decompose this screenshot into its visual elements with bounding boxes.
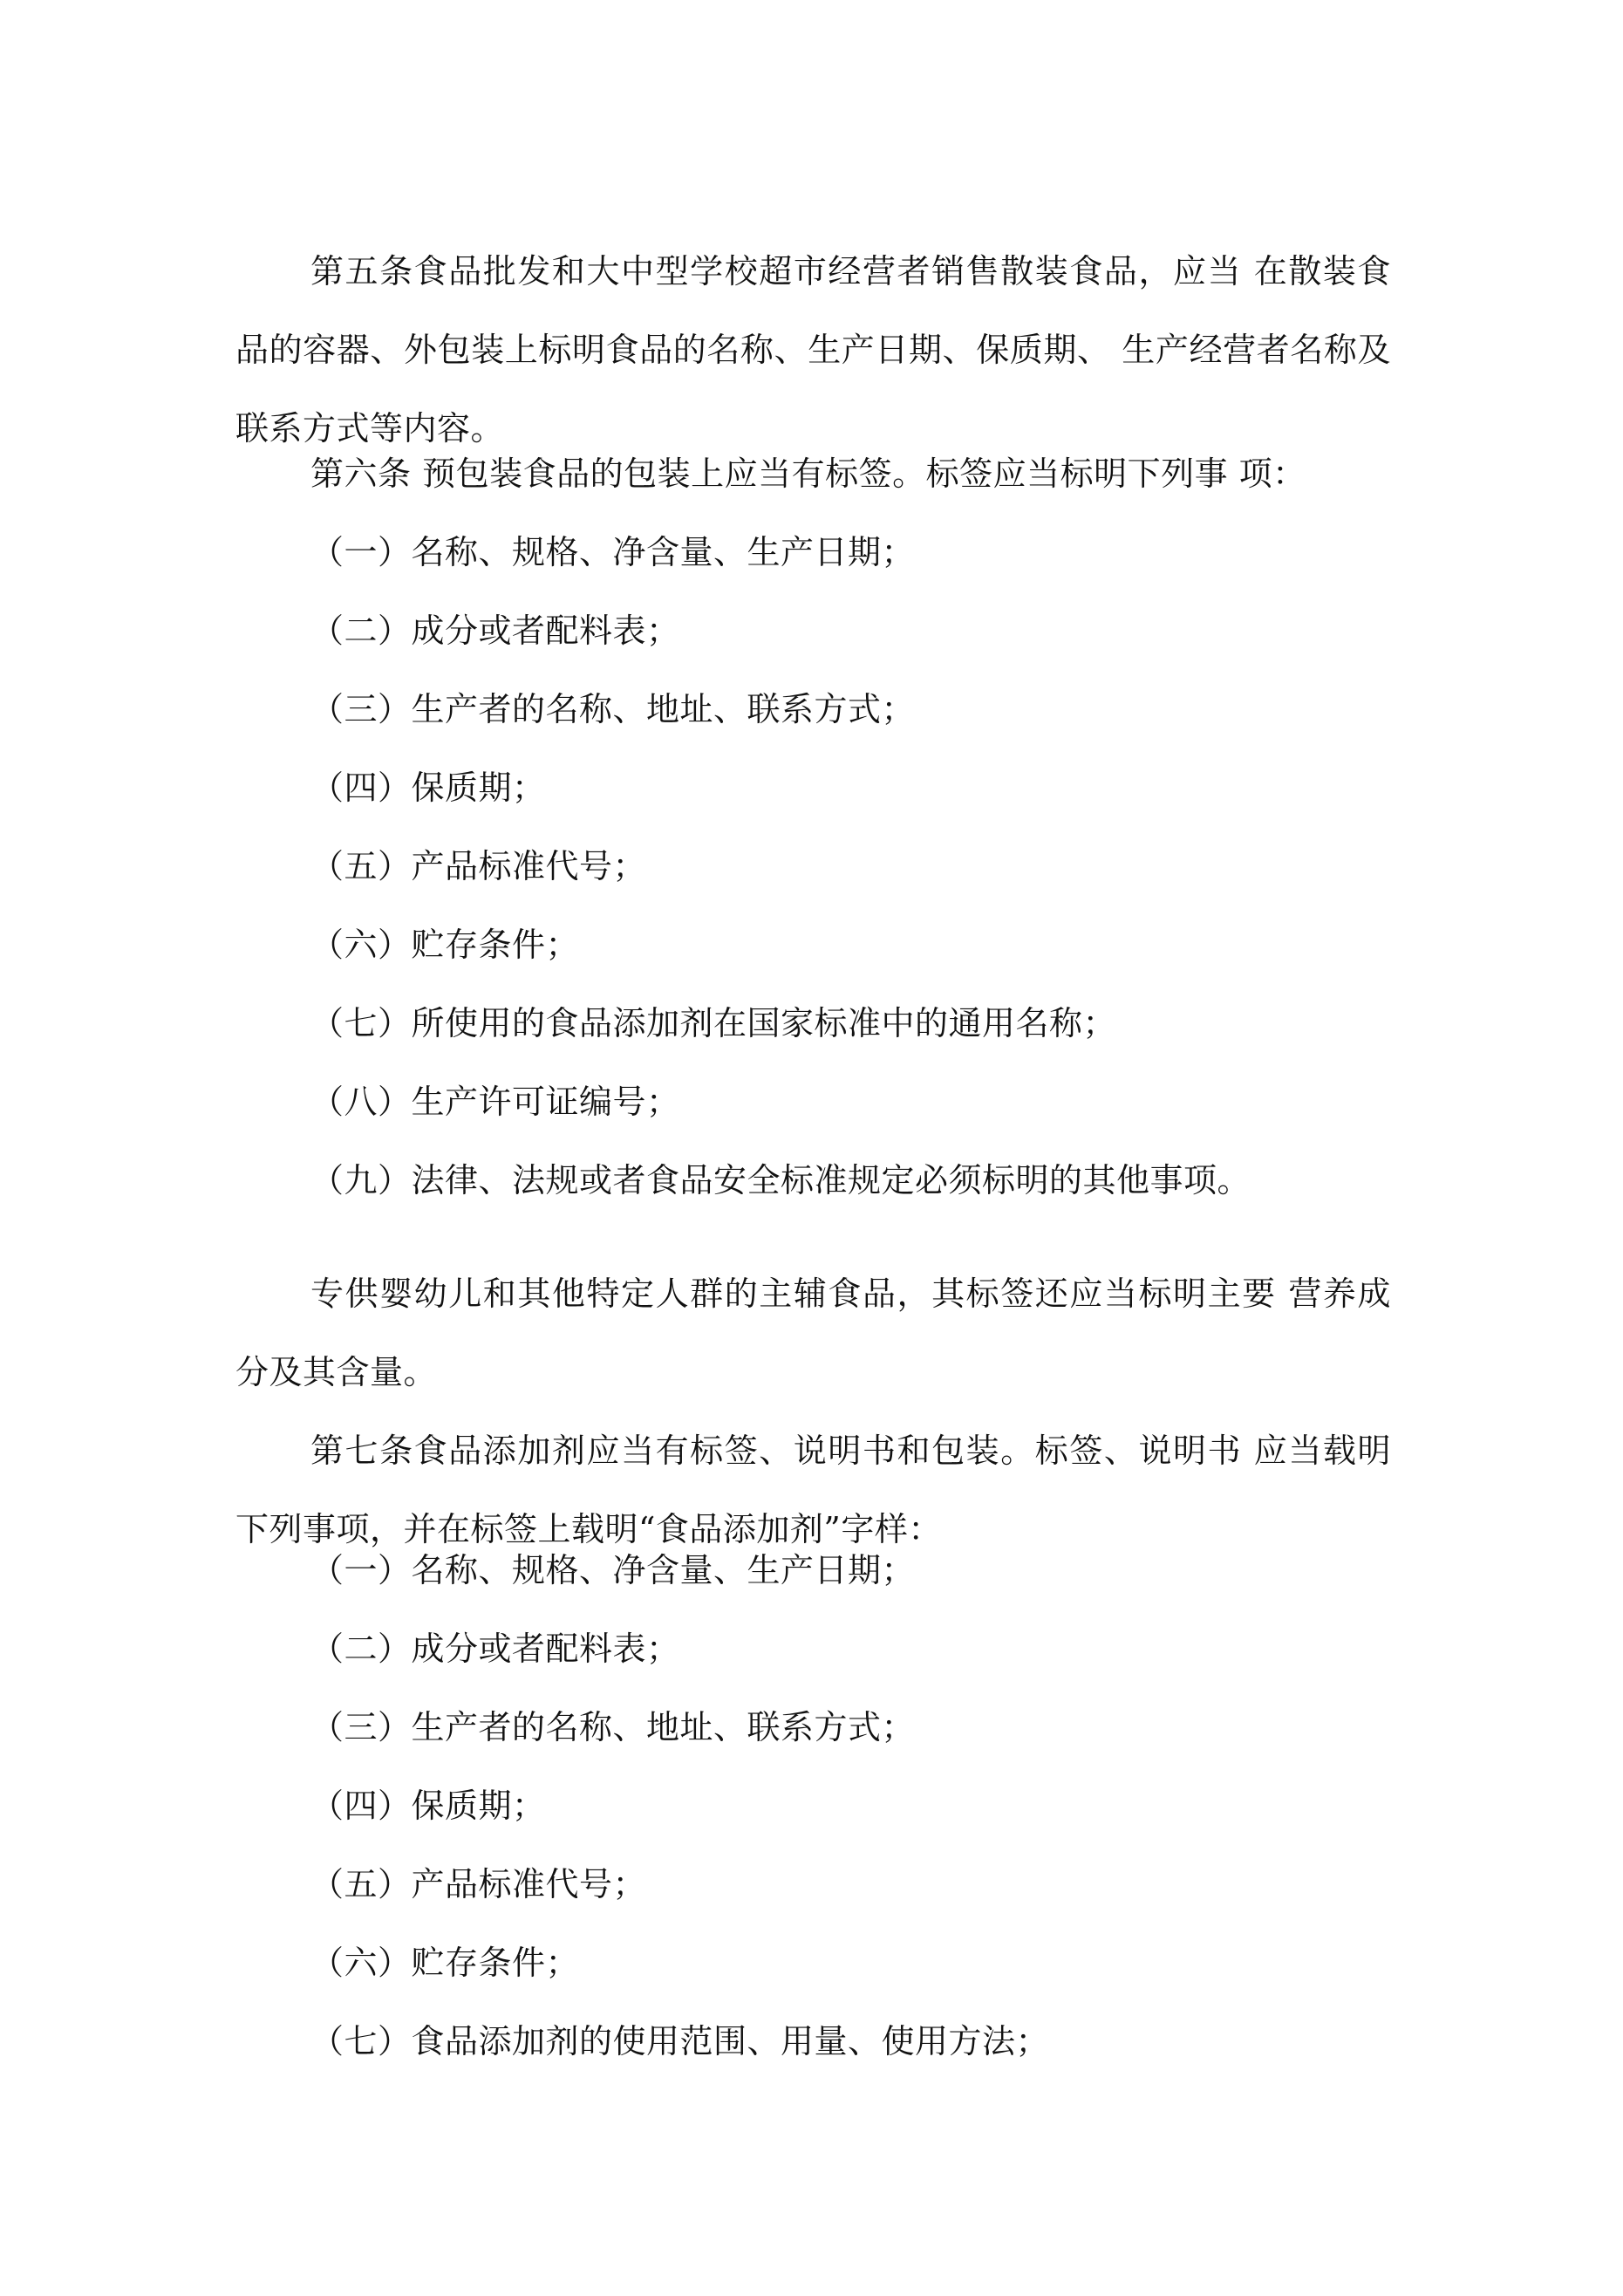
article-6-special-paragraph: 专供婴幼儿和其他特定人群的主辅食品，其标签还应当标明主要 营养成分及其含量。 xyxy=(235,1274,1391,1391)
article-7-intro-paragraph: 第七条食品添加剂应当有标签、说明书和包装。标签、说明书 应当载明下列事项，并在标签上载明“食品添加剂”字样： xyxy=(235,1432,1391,1548)
article-5-paragraph: 第五条食品批发和大中型学校超市经营者销售散装食品，应当 在散装食品的容器、外包装上标明食品的名称、生产日期、保质期、 生产经营者名称及联系方式等内容。 xyxy=(235,252,1391,448)
article-6-item-4: （四）保质期； xyxy=(310,769,546,807)
article-6-item-3: （三）生产者的名称、地址、联系方式； xyxy=(310,690,916,728)
article-7-item-1: （一）名称、规格、净含量、生产日期； xyxy=(310,1551,916,1589)
article-6-item-1: （一）名称、规格、净含量、生产日期； xyxy=(310,533,916,571)
article-6-item-8: （八）生产许可证编号； xyxy=(310,1083,680,1121)
article-6-intro: 第六条 预包装食品的包装上应当有标签。标签应当标明下列事 项： xyxy=(310,454,1306,493)
article-7-item-5: （五）产品标准代号； xyxy=(310,1865,647,1903)
article-6-item-5: （五）产品标准代号； xyxy=(310,847,647,885)
article-7-item-2: （二）成分或者配料表； xyxy=(310,1630,680,1668)
article-7-item-6: （六）贮存条件； xyxy=(310,1944,580,1982)
article-6-item-2: （二）成分或者配料表； xyxy=(310,612,680,650)
article-7-item-3: （三）生产者的名称、地址、联系方式； xyxy=(310,1708,916,1746)
article-7-item-7: （七）食品添加剂的使用范围、用量、使用方法； xyxy=(310,2022,1050,2060)
article-6-item-7: （七）所使用的食品添加剂在国家标准中的通用名称； xyxy=(310,1004,1117,1042)
article-6-item-9: （九）法律、法规或者食品安全标准规定必须标明的其他事项。 xyxy=(310,1161,1251,1199)
article-6-item-6: （六）贮存条件； xyxy=(310,926,580,964)
article-7-item-4: （四）保质期； xyxy=(310,1787,546,1825)
